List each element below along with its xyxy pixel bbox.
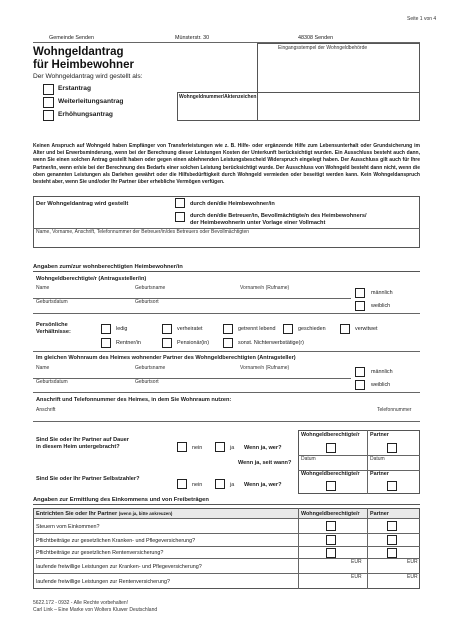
partner-name-field[interactable]: Name — [36, 365, 50, 371]
status-pensioner: Rentner/in — [116, 340, 141, 346]
footer-rights: 5622.172 - 0932 - Alle Rechte vorbehalten! — [33, 600, 129, 606]
checkbox-filed-by-caretaker[interactable] — [175, 212, 185, 222]
filed-by-resident: durch den/die Heimbewohner/in — [190, 201, 275, 207]
questions-answer-grid — [298, 430, 420, 494]
home-address-field[interactable]: Anschrift — [36, 407, 56, 413]
status-divorced: geschieden — [298, 326, 326, 332]
permanent-yes-label: ja — [230, 445, 235, 451]
personal-status-label-2: Verhältnisse: — [36, 329, 71, 335]
filed-by-caretaker-line2: der Heimbewohnerin unter Vorlage einer Vollmacht — [190, 220, 326, 226]
checkbox-self-payer-no[interactable] — [177, 479, 187, 489]
status-single: ledig — [116, 326, 128, 332]
checkbox-permanent-yes[interactable] — [215, 442, 225, 452]
filed-by-caretaker-line1: durch den/die Betreuer/in, Bevollmächtigte/n des Heimbewohners/ — [190, 213, 367, 219]
page-number: Seite 1 von 4 — [407, 16, 437, 22]
question-self-payer: Sind Sie oder Ihr Partner Selbstzahler? — [36, 476, 140, 482]
checkbox-partner-male[interactable] — [355, 367, 365, 377]
permanent-date-partner[interactable]: Datum — [370, 456, 385, 462]
personal-status-label-1: Persönliche — [36, 322, 68, 328]
partner-male-label: männlich — [371, 369, 393, 375]
checkbox-resident-female[interactable] — [355, 301, 365, 311]
income-item-tax: Steuern vom Einkommen? — [36, 524, 100, 530]
option-continuation-application: Weiterleitungsantrag — [58, 98, 124, 105]
option-increase-application: Erhöhungsantrag — [58, 111, 113, 118]
resident-subtitle: Wohngeldberechtigte/r (Antragssteller/in) — [36, 276, 147, 282]
resident-birth-place-field[interactable]: Geburtsort — [135, 299, 159, 305]
self-payer-yes-label: ja — [230, 482, 235, 488]
checkbox-health-mandatory-entitled[interactable] — [326, 535, 336, 545]
partner-birth-date-field[interactable]: Geburtsdatum — [36, 379, 68, 385]
application-type-intro: Der Wohngeldantrag wird gestellt als: — [33, 73, 143, 80]
checkbox-status-single[interactable] — [101, 324, 111, 334]
question-permanent-line2: in diesem Heim untergebracht? — [36, 444, 120, 450]
permanent-date-entitled[interactable]: Datum — [301, 456, 316, 462]
section-income-title: Angaben zur Ermittlung des Einkommens und von Freibeträgen — [33, 497, 420, 505]
receipt-stamp-label: Eingangsstempel der Wohngeldbehörde — [278, 45, 368, 51]
checkbox-increase-application[interactable] — [43, 110, 54, 121]
checkbox-resident-male[interactable] — [355, 288, 365, 298]
section-resident-title: Angaben zum/zur wohnberechtigten Heimbewohner/in — [33, 264, 420, 272]
checkbox-pension-mandatory-entitled[interactable] — [326, 548, 336, 558]
postal-city: 48308 Senden — [298, 35, 334, 41]
checkbox-pension-mandatory-partner[interactable] — [387, 548, 397, 558]
partner-female-label: weiblich — [371, 382, 391, 388]
checkbox-health-mandatory-partner[interactable] — [387, 535, 397, 545]
section-partner-title: Im gleichen Wohnraum des Heimes wohnender Partner des Wohngeldberechtigten (Antragsteller) — [36, 355, 296, 361]
self-payer-no-label: nein — [192, 482, 203, 488]
resident-birth-name-field[interactable]: Geburtsname — [135, 285, 166, 291]
checkbox-self-payer-partner[interactable] — [387, 481, 397, 491]
resident-male-label: männlich — [371, 290, 393, 296]
status-separated: getrennt lebend — [238, 326, 276, 332]
income-subheader — [36, 511, 172, 517]
checkbox-status-separated[interactable] — [223, 324, 233, 334]
partner-birth-name-field[interactable]: Geburtsname — [135, 365, 166, 371]
pension-voluntary-currency-partner: EUR — [407, 574, 418, 580]
checkbox-status-pensioner[interactable] — [101, 338, 111, 348]
questions-col-partner-2: Partner — [370, 471, 389, 477]
income-col-entitled: Wohngeldberechtigte/r — [301, 511, 360, 517]
income-item-pension-mandatory: Pflichtbeiträge zur gesetzlichen Rentenversicherung? — [36, 550, 164, 556]
resident-name-field[interactable]: Name — [36, 285, 50, 291]
self-payer-if-yes-who: Wenn ja, wer? — [244, 482, 282, 488]
street: Münsterstr. 30 — [175, 35, 210, 41]
partner-first-name-field[interactable]: Vorname/n (Rufname) — [240, 365, 290, 371]
municipality: Gemeinde Senden — [49, 35, 94, 41]
footer-publisher: Carl Link – Eine Marke von Wolters Kluwer Deutschland — [33, 607, 158, 613]
option-initial-application: Erstantrag — [58, 85, 91, 92]
pension-voluntary-currency-entitled: EUR — [351, 574, 362, 580]
checkbox-self-payer-entitled[interactable] — [326, 481, 336, 491]
section-home-address-title: Anschrift und Telefonnummer des Heimes, in dem Sie Wohnraum nutzen: — [36, 397, 232, 403]
checkbox-permanent-entitled[interactable] — [326, 443, 336, 453]
checkbox-status-widowed[interactable] — [340, 324, 350, 334]
resident-female-label: weiblich — [371, 303, 391, 309]
checkbox-tax-entitled[interactable] — [326, 521, 336, 531]
permanent-if-yes-who: Wenn ja, wer? — [244, 445, 282, 451]
questions-col-entitled: Wohngeldberechtigte/r — [301, 432, 360, 438]
status-civil-pensioner: Pensionär(in) — [177, 340, 210, 346]
partner-birth-place-field[interactable]: Geburtsort — [135, 379, 159, 385]
checkbox-status-married[interactable] — [162, 324, 172, 334]
health-voluntary-currency-entitled: EUR — [351, 559, 362, 565]
file-number-label: Wohngeldnummer/Aktenzeichen — [179, 94, 257, 100]
resident-first-name-field[interactable]: Vorname/n (Rufname) — [240, 285, 290, 291]
checkbox-partner-female[interactable] — [355, 380, 365, 390]
checkbox-filed-by-resident[interactable] — [175, 198, 185, 208]
checkbox-self-payer-yes[interactable] — [215, 479, 225, 489]
checkbox-initial-application[interactable] — [43, 84, 54, 95]
income-item-health-voluntary[interactable]: laufende freiwillige Leistungen zur Kranken- und Pflegeversicherung? — [36, 564, 202, 570]
status-widowed: verwitwet — [355, 326, 378, 332]
caretaker-details-field[interactable]: Name, Vorname, Anschrift, Telefonnummer der Betreuer/in/des Betreuers oder Bevollmächtigten — [36, 229, 250, 235]
income-subheader-main: Entrichten Sie oder Ihr Partner — [36, 511, 118, 517]
checkbox-status-other-nonworking[interactable] — [223, 338, 233, 348]
income-item-health-mandatory: Pflichtbeiträge zur gesetzlichen Kranken- und Pflegeversicherung? — [36, 538, 196, 544]
resident-birth-date-field[interactable]: Geburtsdatum — [36, 299, 68, 305]
eligibility-info-text: Keinen Anspruch auf Wohngeld haben Empfänger von Transferleistungen wie z. B. Hilfe- oder ergänzende Hilfe zum Lebensunterhalt oder Grundsicherung im Alter und bei Erwerbsminderung, wenn bei der Berechnung dieser Leistungen Kosten der Unterkunft berücksichtigt wurden. Ein Ausschluss besteht auch dann, wenn Sie einen solchen Antrag gestellt haben oder gegen einen ablehnenden Leistungsbescheid Widerspruch eingelegt haben. Der Ausschluss gilt auch für Ihre Partner/in, wenn er/sie bei der Berechnung des Bedarfs einer solchen Leistung berücksichtigt wurde. Der Ausschluss von Wohngeld besteht dann nicht, wenn die oben genannten Leistungen als Darlehen gewährt oder die Hilfsbedürftigkeit durch Wohngeld vermieden oder beseitigt werden kann. Kein Wohngeldanspruch besteht aber, wenn Sie und/oder Ihr Partner über erhebliche Vermögen verfügen. — [33, 143, 420, 186]
home-phone-field[interactable]: Telefonnummer — [377, 407, 412, 413]
permanent-since-when: Wenn ja, seit wann? — [238, 460, 292, 466]
filed-by-label: Der Wohngeldantrag wird gestellt — [36, 201, 129, 207]
permanent-no-label: nein — [192, 445, 203, 451]
questions-col-entitled-2: Wohngeldberechtigte/r — [301, 471, 360, 477]
form-title-line2: für Heimbewohner — [33, 59, 134, 71]
status-other-nonworking: sonst. Nichterwerbstätige(r) — [238, 340, 304, 346]
income-item-pension-voluntary[interactable]: laufende freiwillige Leistungen zur Rentenversicherung? — [36, 579, 170, 585]
income-subheader-note: (wenn ja, bitte ankreuzen) — [118, 511, 173, 516]
income-col-partner: Partner — [370, 511, 389, 517]
health-voluntary-currency-partner: EUR — [407, 559, 418, 565]
checkbox-status-divorced[interactable] — [283, 324, 293, 334]
checkbox-permanent-partner[interactable] — [387, 443, 397, 453]
checkbox-status-civil-pensioner[interactable] — [162, 338, 172, 348]
question-permanent-line1: Sind Sie oder Ihr Partner auf Dauer — [36, 437, 129, 443]
questions-col-partner: Partner — [370, 432, 389, 438]
form-title-line1: Wohngeldantrag — [33, 46, 124, 58]
status-married: verheiratet — [177, 326, 203, 332]
checkbox-continuation-application[interactable] — [43, 97, 54, 108]
checkbox-permanent-no[interactable] — [177, 442, 187, 452]
checkbox-tax-partner[interactable] — [387, 521, 397, 531]
